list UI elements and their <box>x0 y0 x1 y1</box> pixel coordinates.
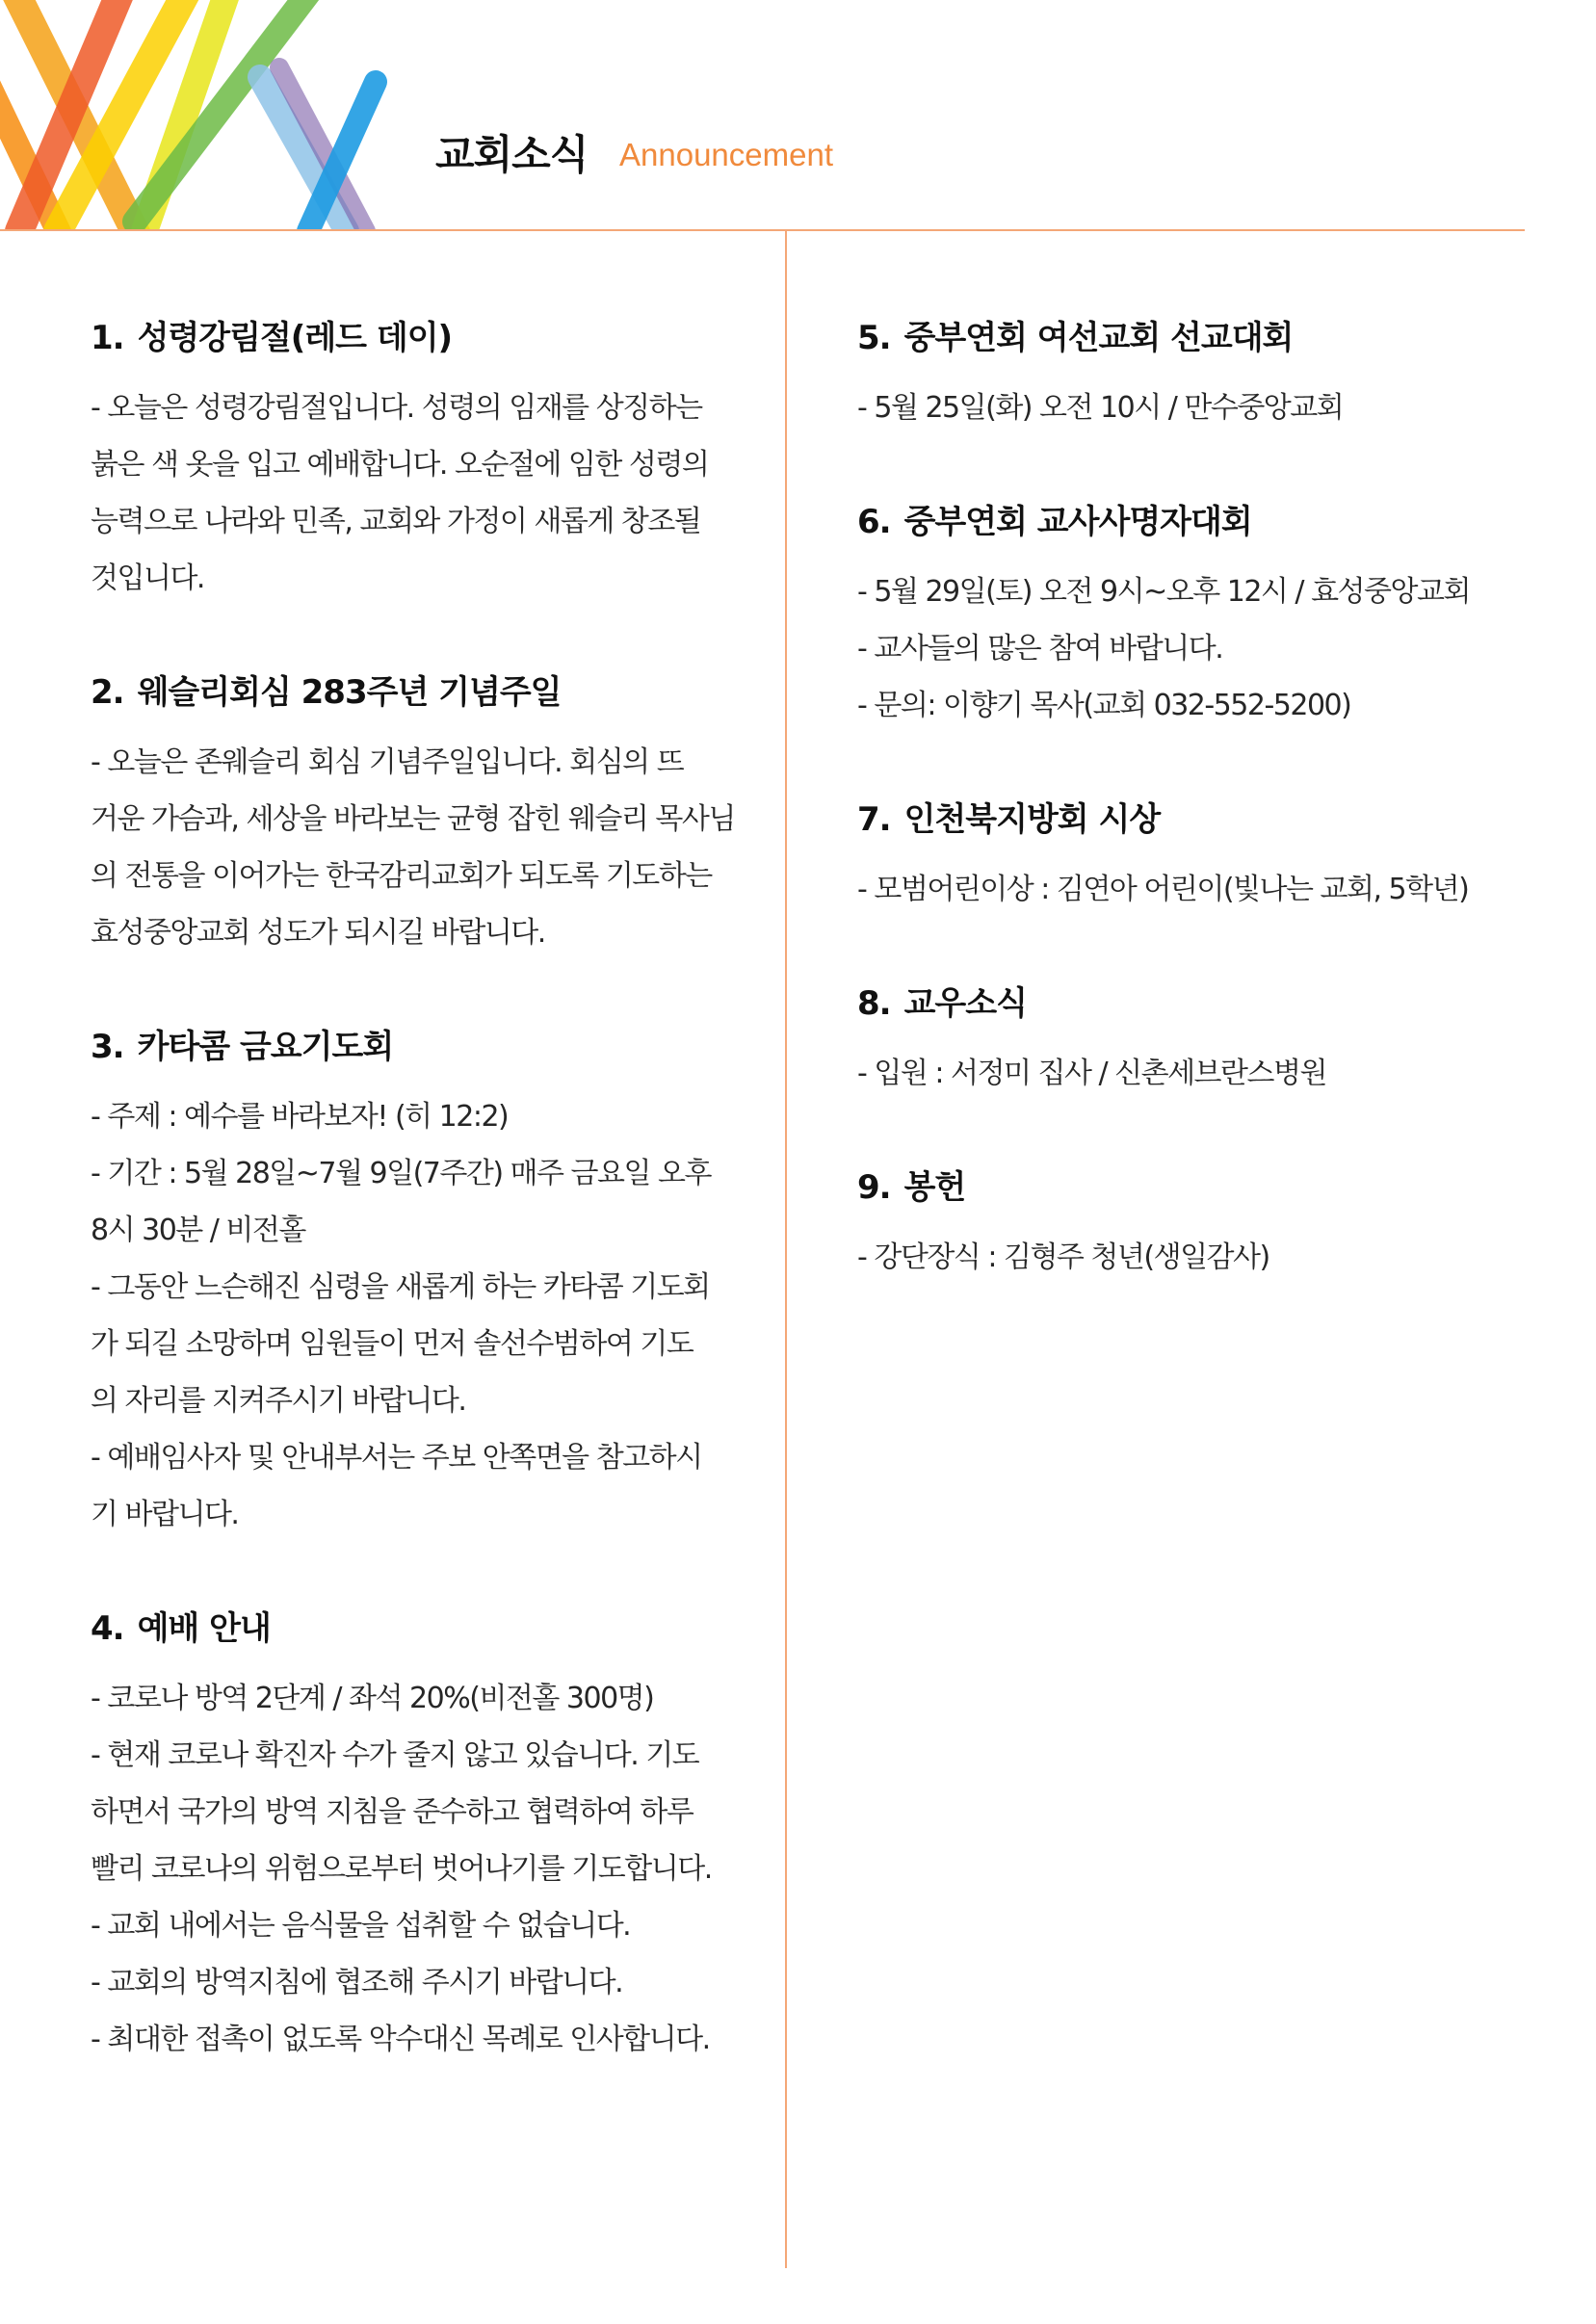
section-title: 봉헌 <box>903 1168 966 1207</box>
section-title: 교우소식 <box>903 984 1027 1023</box>
right-column <box>857 308 1512 1342</box>
section-number: 8. <box>857 984 891 1023</box>
header-divider <box>0 229 1525 231</box>
section-text-line: 빨리 코로나의 위험으로부터 벗어나기를 기도합니다. <box>91 1852 712 1886</box>
section-text-line: - 교사들의 많은 참여 바랍니다. <box>857 632 1223 666</box>
announcement-section <box>857 790 1512 918</box>
section-title: 인천북지방회 시상 <box>903 800 1161 839</box>
column-divider <box>785 231 787 2268</box>
page-title: 교회소식 <box>435 131 589 178</box>
announcement-section <box>91 663 735 961</box>
section-title: 중부연회 교사사명자대회 <box>903 503 1252 541</box>
section-title: 예배 안내 <box>137 1609 271 1648</box>
announcement-section <box>91 1599 726 2068</box>
section-text-line: 기 바랍니다. <box>91 1498 239 1531</box>
section-heading <box>857 492 1512 552</box>
section-text-line: 것입니다. <box>91 561 204 595</box>
decorative-stripes <box>0 0 405 231</box>
section-number: 1. <box>91 319 124 357</box>
section-text-line: - 교회 내에서는 음식물을 섭취할 수 없습니다. <box>91 1909 631 1943</box>
section-text-line: - 5월 29일(토) 오전 9시~오후 12시 / 효성중앙교회 <box>857 575 1470 609</box>
section-text-line: 의 전통을 이어가는 한국감리교회가 되도록 기도하는 <box>91 859 712 893</box>
section-text-line: - 교회의 방역지침에 협조해 주시기 바랍니다. <box>91 1966 623 1999</box>
section-title: 웨슬리회심 283주년 기념주일 <box>137 673 562 712</box>
section-text-line: - 기간 : 5월 28일~7월 9일(7주간) 매주 금요일 오후 <box>91 1157 711 1190</box>
section-text-line: 하면서 국가의 방역 지침을 준수하고 협력하여 하루 <box>91 1795 693 1829</box>
section-number: 3. <box>91 1028 124 1066</box>
section-text-line: - 최대한 접촉이 없도록 악수대신 목례로 인사합니다. <box>91 2023 710 2056</box>
announcement-section <box>857 308 1512 436</box>
section-text-line: 붉은 색 옷을 입고 예배합니다. 오순절에 임한 성령의 <box>91 448 709 482</box>
section-title: 중부연회 여선교회 선교대회 <box>903 319 1294 357</box>
section-heading <box>91 1017 726 1077</box>
announcement-section <box>91 308 726 607</box>
section-text-line: - 강단장식 : 김형주 청년(생일감사) <box>857 1240 1269 1274</box>
section-text-line: - 문의: 이향기 목사(교회 032-552-5200) <box>857 689 1351 722</box>
left-column <box>91 308 735 2124</box>
section-title: 카타콤 금요기도회 <box>137 1028 394 1066</box>
section-number: 6. <box>857 503 891 541</box>
section-text-line: 가 되길 소망하며 임원들이 먼저 솔선수범하여 기도 <box>91 1327 693 1361</box>
section-number: 9. <box>857 1168 891 1207</box>
section-number: 4. <box>91 1609 124 1648</box>
section-text-line: - 모범어린이상 : 김연아 어린이(빛나는 교회, 5학년) <box>857 873 1469 906</box>
section-text-line: 8시 30분 / 비전홀 <box>91 1214 305 1247</box>
section-text-line: - 5월 25일(화) 오전 10시 / 만수중앙교회 <box>857 391 1344 425</box>
announcement-section <box>857 1158 1512 1286</box>
announcement-section <box>91 1017 726 1543</box>
section-heading <box>91 308 726 368</box>
announcement-section <box>857 974 1512 1102</box>
section-text-line: - 오늘은 성령강림절입니다. 성령의 임재를 상징하는 <box>91 391 702 425</box>
section-heading <box>91 663 726 722</box>
announcement-section <box>857 492 1512 734</box>
section-title: 성령강림절(레드 데이) <box>137 319 453 357</box>
section-text-line: 효성중앙교회 성도가 되시길 바랍니다. <box>91 916 545 950</box>
section-text-line: - 주제 : 예수를 바라보자! (히 12:2) <box>91 1100 509 1134</box>
section-number: 2. <box>91 673 124 712</box>
section-heading <box>857 790 1512 849</box>
section-text-line: - 입원 : 서정미 집사 / 신촌세브란스병원 <box>857 1057 1326 1090</box>
section-heading <box>857 974 1512 1033</box>
section-text-line: 의 자리를 지켜주시기 바랍니다. <box>91 1384 466 1418</box>
section-number: 7. <box>857 800 891 839</box>
section-text-line: 능력으로 나라와 민족, 교회와 가정이 새롭게 창조될 <box>91 505 701 538</box>
section-text-line: 거운 가슴과, 세상을 바라보는 균형 잡힌 웨슬리 목사님 <box>91 802 735 836</box>
section-text-line: - 현재 코로나 확진자 수가 줄지 않고 있습니다. 기도 <box>91 1738 699 1772</box>
section-heading <box>857 308 1512 368</box>
section-heading <box>857 1158 1512 1217</box>
page-subtitle: Announcement <box>619 137 833 172</box>
section-text-line: - 오늘은 존웨슬리 회심 기념주일입니다. 회심의 뜨 <box>91 745 684 779</box>
section-text-line: - 코로나 방역 2단계 / 좌석 20%(비전홀 300명) <box>91 1682 654 1715</box>
section-text-line: - 예배임사자 및 안내부서는 주보 안쪽면을 참고하시 <box>91 1441 702 1475</box>
section-number: 5. <box>857 319 891 357</box>
section-heading <box>91 1599 726 1658</box>
section-text-line: - 그동안 느슨해진 심령을 새롭게 하는 카타콤 기도회 <box>91 1270 710 1304</box>
